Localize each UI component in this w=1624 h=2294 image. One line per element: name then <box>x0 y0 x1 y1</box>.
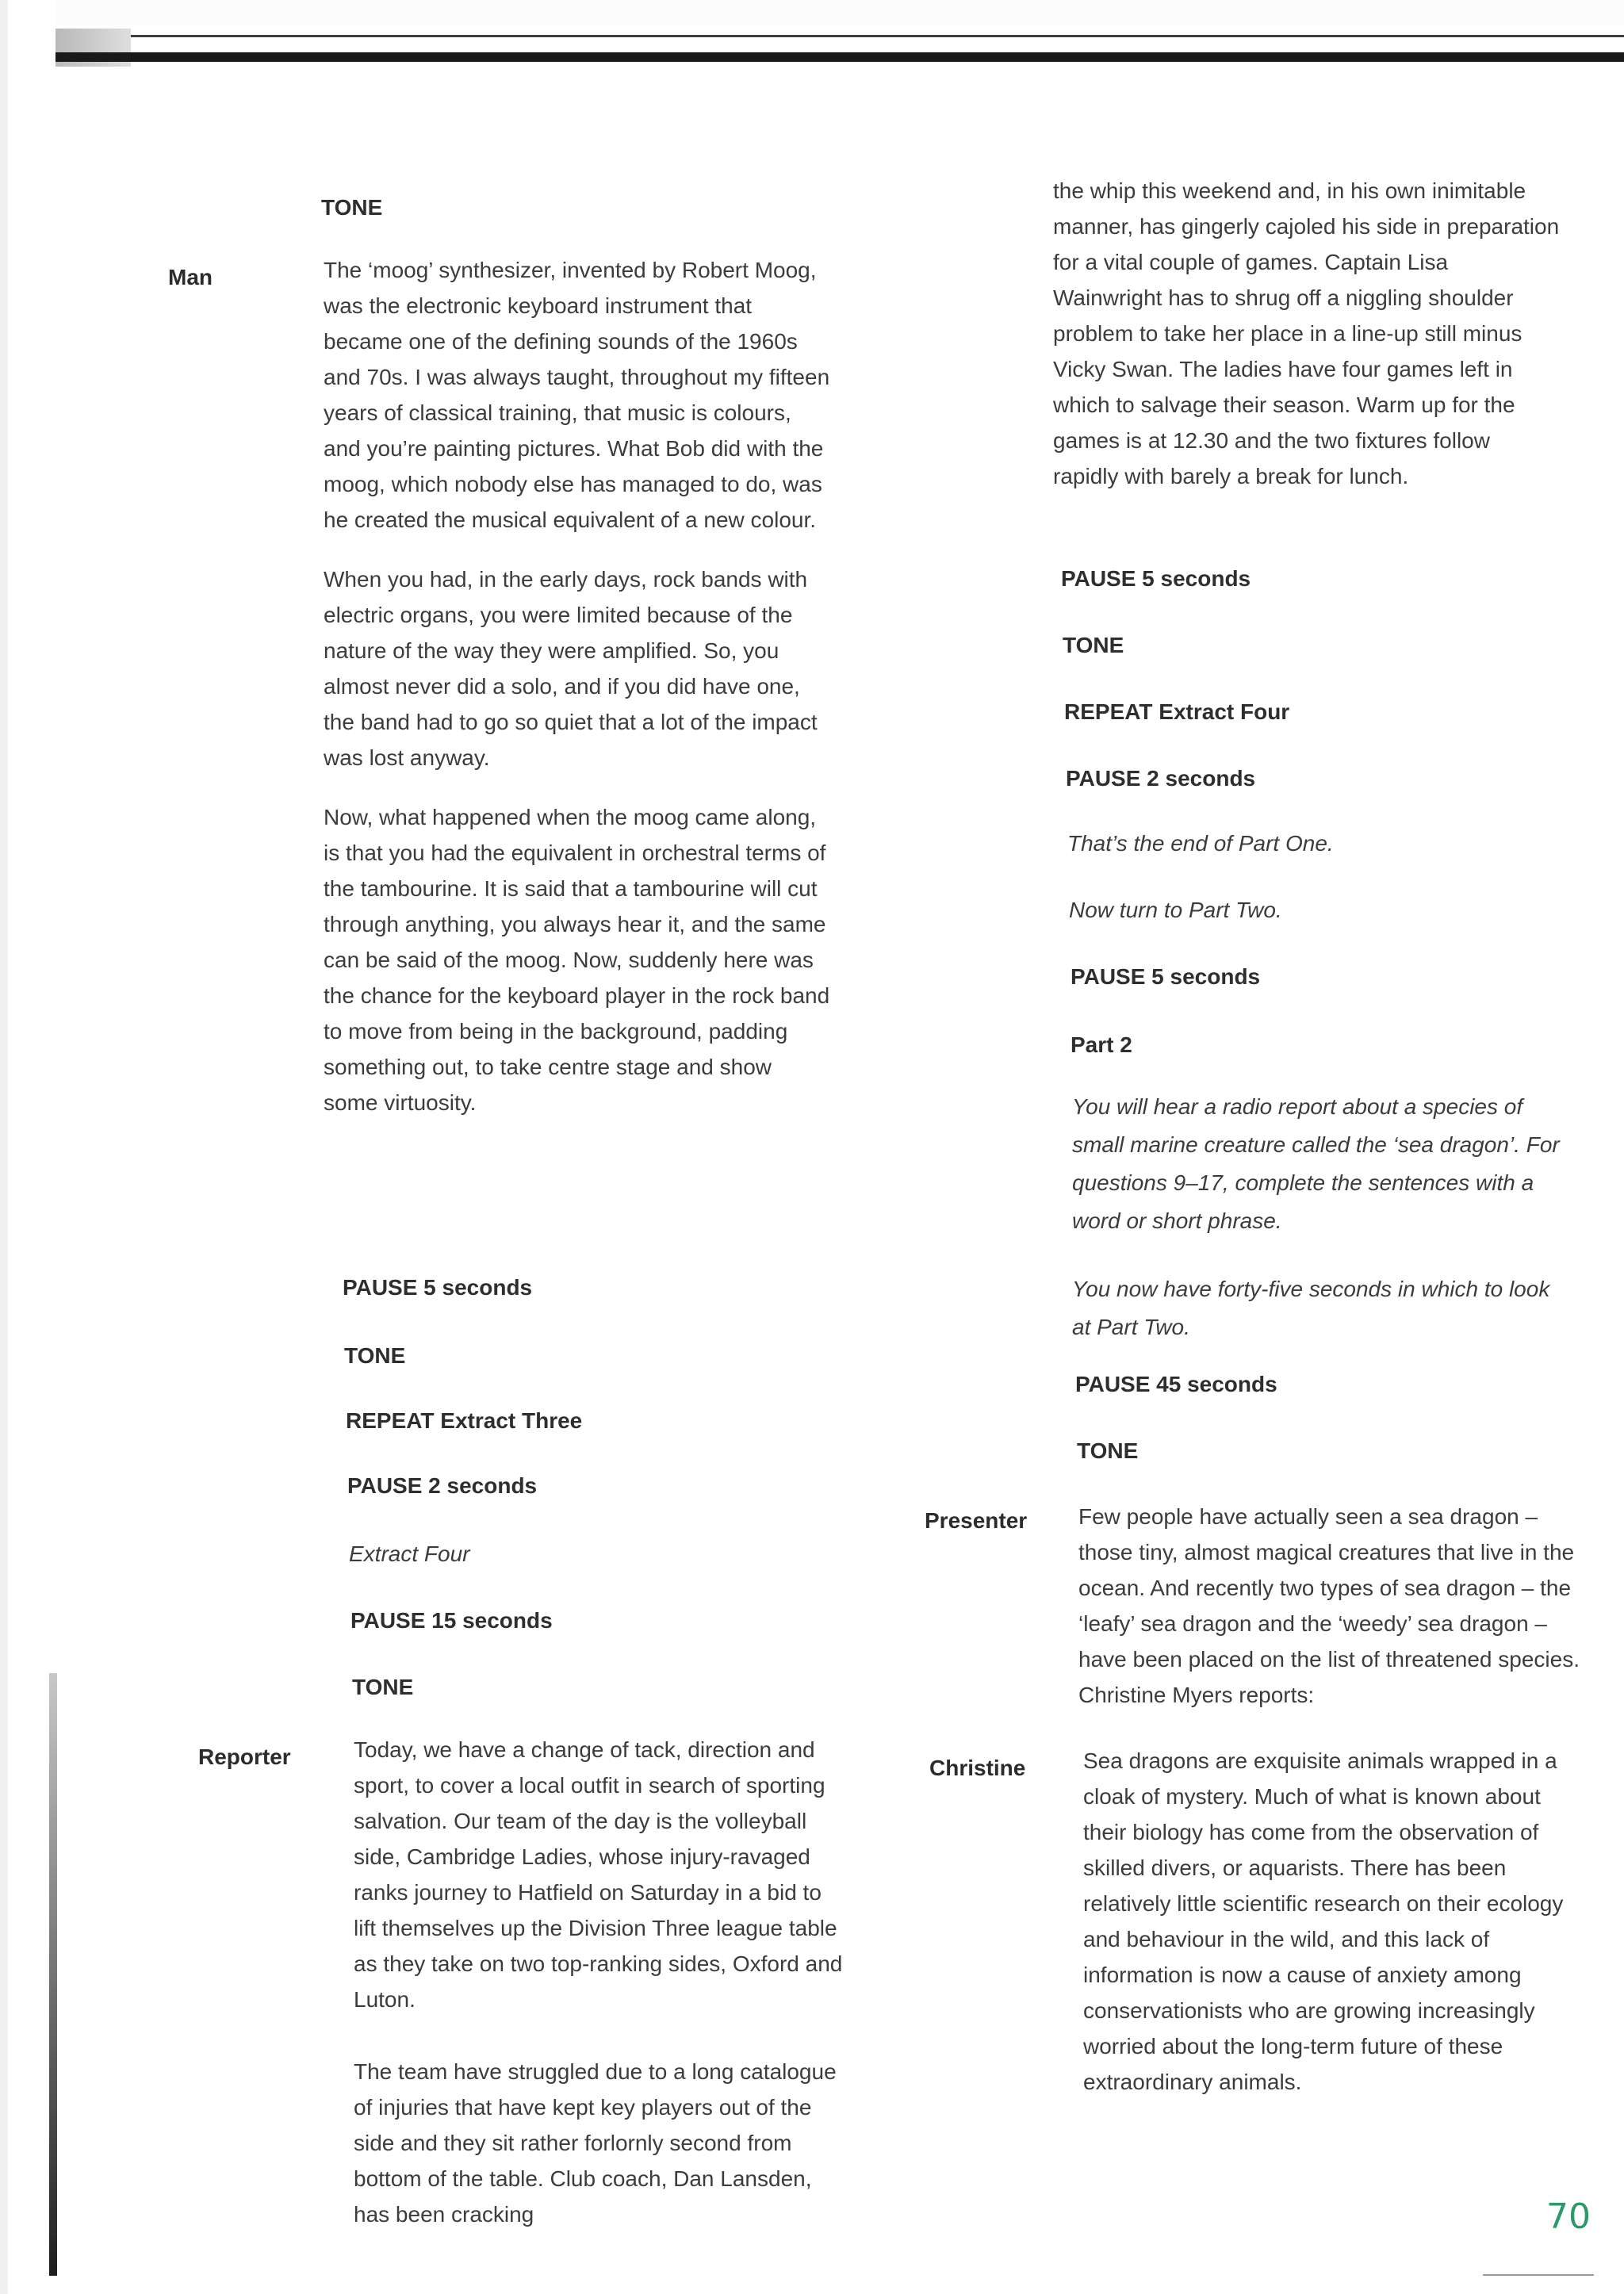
speaker-presenter: Presenter <box>925 1508 1028 1533</box>
speaker-reporter: Reporter <box>198 1744 291 1769</box>
extract-heading: Extract Four <box>349 1541 470 1566</box>
tone-heading: TONE <box>352 1675 414 1699</box>
tone-heading: TONE <box>321 195 383 220</box>
part-heading: Part 2 <box>1071 1032 1132 1057</box>
man-paragraph-2: When you had, in the early days, rock bands with electric organs, you were limited because of the nature of the way they were amplified. So, you almost never did a solo, and if you did have one, the band had to go so quiet that a lot of the impact was lost anyway. <box>324 567 818 770</box>
pause-heading: PAUSE 45 seconds <box>1075 1372 1277 1396</box>
speaker-christine: Christine <box>929 1756 1026 1780</box>
speaker-man: Man <box>168 265 213 289</box>
top-rule-thin <box>127 35 1624 37</box>
page-number: 70 <box>1546 2196 1591 2237</box>
pause-heading: PAUSE 2 seconds <box>347 1473 538 1498</box>
repeat-heading: REPEAT Extract Four <box>1064 699 1290 724</box>
reporter-continuation: the whip this weekend and, in his own inimitable manner, has gingerly cajoled his side in preparation for a vital couple of games. Captain Lisa Wainwright has to shrug off a niggling shoulder problem to take her place in a line-up still minus Vicky Swan. The ladies have four games left in which to salvage their season. Warm up for the games is at 12.30 and the two fixtures follow rapidly with barely a break for lunch. <box>1053 178 1560 488</box>
repeat-heading: REPEAT Extract Three <box>346 1408 583 1433</box>
reporter-speech <box>354 1732 845 2232</box>
pause-heading: PAUSE 2 seconds <box>1066 766 1256 791</box>
pause-heading: PAUSE 15 seconds <box>350 1608 553 1633</box>
instruction-1: You will hear a radio report about a species of small marine creature called the ‘sea dragon’. For questions 9–17, complete the sentences with a word or short phrase. <box>1072 1094 1560 1233</box>
tone-heading: TONE <box>1063 633 1124 657</box>
tone-heading: TONE <box>344 1343 406 1368</box>
presenter-speech: Few people have actually seen a sea dragon – those tiny, almost magical creatures that live in the ocean. And recently two types of sea dragon – the ‘leafy’ sea dragon and the ‘weedy’ sea dragon – have been placed on the list of threatened species. Christine Myers reports: <box>1078 1504 1580 1707</box>
part-two-instructions <box>1072 1088 1572 1346</box>
top-band <box>56 0 1624 25</box>
tone-heading: TONE <box>1077 1438 1139 1463</box>
pause-heading: PAUSE 5 seconds <box>1071 964 1261 989</box>
top-rule-thick <box>56 52 1624 62</box>
pause-heading: PAUSE 5 seconds <box>1061 566 1251 591</box>
pause-heading: PAUSE 5 seconds <box>343 1275 533 1300</box>
man-speech <box>324 252 831 1120</box>
instruction-2: You now have forty-five seconds in which to look at Part Two. <box>1072 1277 1550 1339</box>
reporter-paragraph-2: The team have struggled due to a long catalogue of injuries that have kept key players out of the side and they sit rather forlornly second from bottom of the table. Club coach, Dan Lansden, has been cracking <box>354 2059 837 2227</box>
reporter-paragraph-1: Today, we have a change of tack, direction and sport, to cover a local outfit in search of sporting salvation. Our team of the day is the volleyball side, Cambridge Ladies, whose injury-ravaged ranks journey to Hatfield on Saturday in a bid to lift themselves up the Division Three league table as they take on two top-ranking sides, Oxford and Luton. <box>354 1737 843 2012</box>
man-paragraph-3: Now, what happened when the moog came along, is that you had the equivalent in orchestral terms of the tambourine. It is said that a tambourine will cut through anything, you always hear it, and the same can be said of the moog. Now, suddenly here was the chance for the keyboard player in the rock band to move from being in the background, padding something out, to take centre stage and show some virtuosity. <box>324 805 830 1115</box>
end-of-part-one: That’s the end of Part One. <box>1067 831 1334 856</box>
page-edge <box>0 0 8 2294</box>
bottom-rule <box>1483 2274 1594 2276</box>
turn-to-part-two: Now turn to Part Two. <box>1069 898 1282 922</box>
man-paragraph-1: The ‘moog’ synthesizer, invented by Robert Moog, was the electronic keyboard instrument that became one of the defining sounds of the 1960s and 70s. I was always taught, throughout my fifteen years of classical training, that music is colours, and you’re painting pictures. What Bob did with the moog, which nobody else has managed to do, was he created the musical equivalent of a new colour. <box>324 258 830 532</box>
binding-shadow <box>49 1673 57 2276</box>
christine-speech: Sea dragons are exquisite animals wrapped in a cloak of mystery. Much of what is known about their biology has come from the observation of skilled divers, or aquarists. There has been relatively little scientific research on their ecology and behaviour in the wild, and this lack of information is now a cause of anxiety among conservationists who are growing increasingly worried about the long-term future of these extraordinary animals. <box>1083 1748 1564 2094</box>
